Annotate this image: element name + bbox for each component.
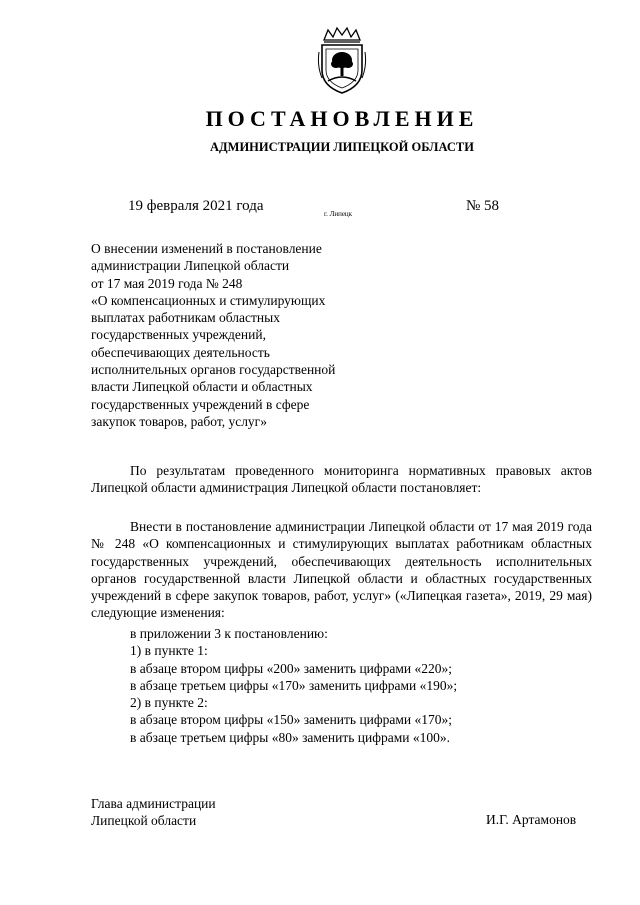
heading-line: обеспечивающих деятельность — [91, 344, 270, 360]
document-city: г. Липецк — [324, 210, 353, 218]
list-item: 1) в пункте 1: — [130, 643, 208, 659]
heading-line: исполнительных органов государственной — [91, 362, 336, 378]
document-number: № 58 — [466, 198, 500, 214]
document-subtitle: АДМИНИСТРАЦИИ ЛИПЕЦКОЙ ОБЛАСТИ — [210, 140, 474, 154]
changes-list — [130, 625, 457, 746]
signatory-title-line: Липецкой области — [91, 813, 197, 829]
resolution-paragraph: Внести в постановление администрации Липецкой области от 17 мая 2019 года № 248 «О компенсационных и стимулирующих выплатах работникам областных государственных учреждений, обеспечивающих деятельность исполнительных органов государственной власти Липецкой области и областных государственных учреждений в сфере закупок товаров, работ, услуг» («Липецкая газета», 2019, 29 мая) следующие изменения: — [91, 519, 592, 621]
signatory-title-line: Глава администрации — [91, 796, 216, 811]
heading-line: государственных учреждений в сфере — [91, 396, 310, 412]
list-item: в абзаце третьем цифры «80» заменить цифрами «100». — [130, 729, 451, 745]
list-item: в абзаце втором цифры «200» заменить цифрами «220»; — [130, 660, 453, 676]
heading-line: выплатах работникам областных — [91, 310, 280, 326]
signatory-name: И.Г. Артамонов — [486, 812, 577, 827]
list-item: в абзаце втором цифры «150» заменить цифрами «170»; — [130, 712, 453, 728]
document-title: ПОСТАНОВЛЕНИЕ — [205, 106, 479, 131]
list-item: 2) в пункте 2: — [130, 695, 208, 711]
heading-line: администрации Липецкой области — [91, 258, 290, 274]
lipetsk-coat-of-arms-icon — [316, 26, 368, 96]
heading-line: «О компенсационных и стимулирующих — [91, 292, 326, 308]
signatory-title — [91, 795, 216, 830]
list-item: в абзаце третьем цифры «170» заменить цифрами «190»; — [130, 677, 458, 693]
heading-line: О внесении изменений в постановление — [91, 241, 322, 256]
document-date: 19 февраля 2021 года — [128, 198, 264, 214]
preamble-paragraph: По результатам проведенного мониторинга нормативных правовых актов Липецкой области администрация Липецкой области постановляет: — [91, 463, 592, 496]
heading-line: государственных учреждений, — [91, 327, 266, 343]
heading-line: от 17 мая 2019 года № 248 — [91, 275, 243, 291]
heading-line: власти Липецкой области и областных — [91, 379, 313, 395]
document-heading — [91, 240, 391, 430]
heading-line: закупок товаров, работ, услуг» — [91, 413, 267, 429]
list-item: в приложении 3 к постановлению: — [130, 626, 328, 641]
